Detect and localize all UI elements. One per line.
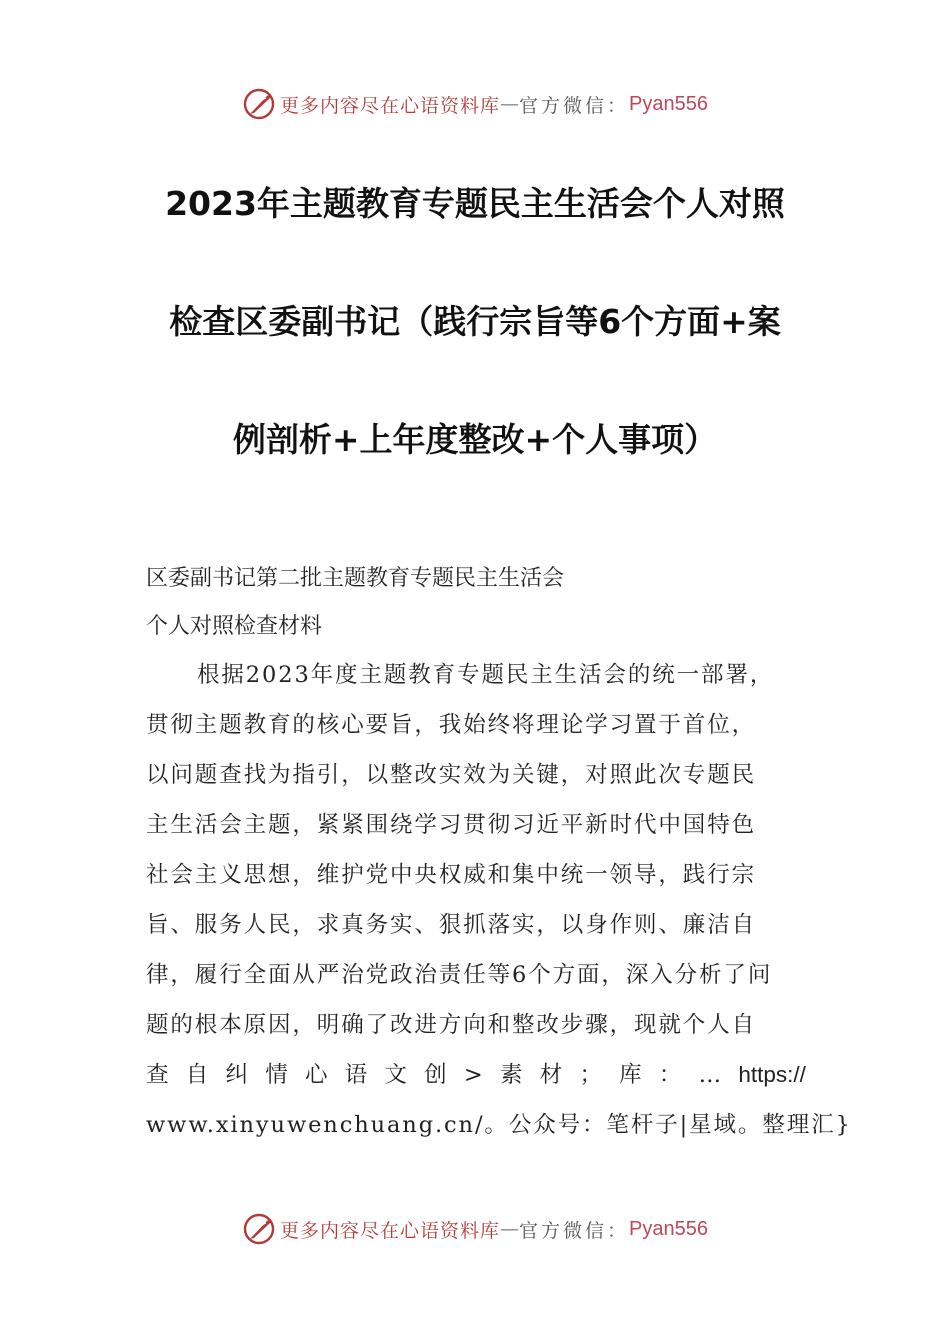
spread-char: 库 (619, 1062, 644, 1088)
subtitle-line-1: 区委副书记第二批主题教育专题民主生活会 (146, 566, 565, 591)
footer-banner (0, 1205, 950, 1253)
body-line-last: www.xinyuwenchuang.cn/。公众号：笔杆子|星域。整理汇} (146, 1112, 852, 1138)
quill-pen-icon (242, 87, 276, 121)
banner-wechat-id: Pyan556 (629, 92, 708, 115)
banner-dash: — (500, 1218, 520, 1240)
spread-char: ： (658, 1062, 684, 1088)
body-line: 旨、服务人民，求真务实、狠抓落实，以身作则、廉洁自 (146, 912, 757, 938)
spread-char: 创 (424, 1062, 449, 1088)
spread-char: … (698, 1062, 724, 1088)
spread-char: 材 (539, 1062, 565, 1088)
url-fragment: https:// (738, 1062, 806, 1087)
spread-char: 纠 (225, 1062, 250, 1088)
body-line: 贯彻主题教育的核心要旨，我始终将理论学习置于首位， (146, 712, 757, 738)
spread-char: 素 (499, 1062, 525, 1088)
spread-char: 自 (185, 1062, 211, 1088)
header-banner (0, 80, 950, 128)
body-line-spread (146, 1050, 806, 1100)
document-title-line-1: 2023年主题教育专题民主生活会个人对照 (165, 184, 785, 223)
banner-brand-text: 更多内容尽在心语资料库 (280, 1219, 501, 1242)
body-line: 以问题查找为指引，以整改实效为关键，对照此次专题民 (146, 762, 757, 788)
body-paragraph (146, 650, 852, 1150)
spread-char: > (463, 1062, 485, 1088)
body-line: 律，履行全面从严治党政治责任等6个方面，深入分析了问 (146, 962, 773, 988)
banner-official-label: 官方微信： (519, 1219, 630, 1242)
spread-char: 情 (265, 1062, 290, 1088)
spread-char: 文 (384, 1062, 409, 1088)
banner-brand-text: 更多内容尽在心语资料库 (280, 94, 501, 117)
banner-wechat-id: Pyan556 (629, 1217, 708, 1240)
body-line: 题的根本原因，明确了改进方向和整改步骤，现就个人自 (146, 1012, 757, 1038)
spread-char: ； (579, 1062, 604, 1088)
spread-char: 心 (304, 1062, 330, 1088)
document-title-line-2: 检查区委副书记（践行宗旨等6个方面+案 (169, 302, 781, 341)
body-line: 社会主义思想，维护党中央权威和集中统一领导，践行宗 (146, 862, 757, 888)
document-title-line-3: 例剖析+上年度整改+个人事项） (232, 420, 718, 459)
quill-pen-icon (242, 1212, 276, 1246)
spread-char: 语 (344, 1062, 370, 1088)
banner-dash: — (500, 93, 520, 115)
body-line: 主生活会主题，紧紧围绕学习贯彻习近平新时代中国特色 (146, 812, 757, 838)
body-line: 根据2023年度主题教育专题民主生活会的统一部署， (197, 662, 775, 688)
banner-official-label: 官方微信： (519, 94, 630, 117)
spread-char: 查 (146, 1062, 171, 1088)
subtitle-line-2: 个人对照检查材料 (146, 614, 323, 639)
